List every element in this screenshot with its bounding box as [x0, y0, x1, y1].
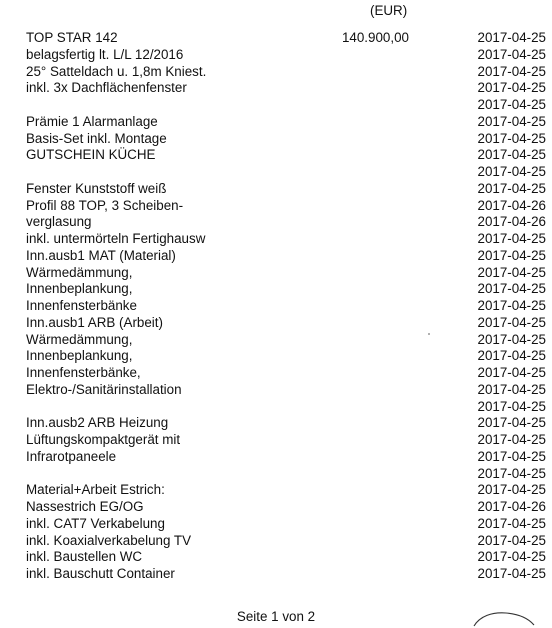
- line-item-row: [0, 248, 552, 265]
- item-date: 2017-04-25: [477, 113, 546, 129]
- line-item-row: [0, 30, 552, 47]
- item-description: verglasung: [26, 214, 92, 230]
- line-item-row: [0, 449, 552, 466]
- line-item-row: [0, 64, 552, 81]
- item-date: 2017-04-25: [477, 482, 546, 498]
- item-description: Wärmedämmung,: [26, 331, 133, 347]
- item-description: Innenbeplankung,: [26, 281, 133, 297]
- item-description: Material+Arbeit Estrich:: [26, 482, 165, 498]
- line-item-row: [0, 114, 552, 131]
- item-date: 2017-04-26: [477, 499, 546, 514]
- item-amount: 140.900,00: [341, 30, 409, 45]
- line-item-row: [0, 147, 552, 164]
- item-description: inkl. untermörteln Fertighausw: [26, 231, 206, 246]
- line-items: [0, 30, 552, 583]
- line-item-row: [0, 315, 552, 332]
- item-description: inkl. Baustellen WC: [26, 549, 143, 565]
- item-description: inkl. CAT7 Verkabelung: [26, 515, 165, 531]
- item-date: 2017-04-25: [477, 348, 546, 364]
- item-date: 2017-04-26: [477, 214, 546, 230]
- line-item-row: [0, 399, 552, 416]
- line-item-row: [0, 214, 552, 231]
- line-item-row: [0, 516, 552, 533]
- item-date: 2017-04-25: [477, 30, 546, 45]
- line-item-row: [0, 549, 552, 566]
- item-date: 2017-04-25: [477, 398, 546, 414]
- item-date: 2017-04-25: [477, 247, 546, 263]
- item-description: 25° Satteldach u. 1,8m Kniest.: [26, 63, 207, 79]
- scan-speck: [428, 333, 430, 335]
- item-date: 2017-04-25: [477, 264, 546, 280]
- item-date: 2017-04-25: [477, 46, 546, 62]
- line-item-row: [0, 97, 552, 114]
- line-item-row: [0, 415, 552, 432]
- item-description: Elektro-/Sanitärinstallation: [26, 381, 182, 397]
- item-date: 2017-04-25: [477, 80, 546, 96]
- item-date: 2017-04-25: [477, 164, 546, 179]
- line-item-row: [0, 533, 552, 550]
- item-date: 2017-04-25: [477, 298, 546, 313]
- currency-header: (EUR): [370, 3, 408, 18]
- line-item-row: [0, 281, 552, 298]
- line-item-row: [0, 47, 552, 64]
- item-description: Profil 88 TOP, 3 Scheiben-: [26, 197, 184, 213]
- item-description: GUTSCHEIN KÜCHE: [26, 147, 156, 163]
- item-date: 2017-04-25: [477, 331, 546, 347]
- item-date: 2017-04-25: [477, 130, 546, 146]
- item-date: 2017-04-25: [477, 532, 546, 548]
- item-date: 2017-04-25: [477, 180, 546, 196]
- item-date: 2017-04-25: [477, 147, 546, 163]
- item-date: 2017-04-25: [477, 314, 546, 330]
- line-item-row: [0, 181, 552, 198]
- item-description: inkl. 3x Dachflächenfenster: [26, 80, 187, 96]
- page-number: Seite 1 von 2: [236, 609, 316, 624]
- item-description: inkl. Koaxialverkabelung TV: [26, 532, 191, 548]
- item-date: 2017-04-25: [477, 432, 546, 447]
- item-date: 2017-04-25: [477, 231, 546, 246]
- item-date: 2017-04-26: [477, 197, 546, 213]
- line-item-row: [0, 499, 552, 516]
- item-description: Basis-Set inkl. Montage: [26, 130, 167, 146]
- item-description: Innenfensterbänke: [26, 298, 137, 313]
- line-item-row: [0, 466, 552, 483]
- item-description: TOP STAR 142: [26, 30, 118, 45]
- signature-mark: [468, 608, 538, 628]
- line-item-row: [0, 80, 552, 97]
- line-item-row: [0, 566, 552, 583]
- item-date: 2017-04-25: [477, 566, 546, 581]
- line-item-row: [0, 198, 552, 215]
- item-date: 2017-04-25: [477, 415, 546, 431]
- item-date: 2017-04-25: [477, 365, 546, 380]
- line-item-row: [0, 265, 552, 282]
- line-item-row: [0, 131, 552, 148]
- item-description: Inn.ausb1 MAT (Material): [26, 247, 176, 263]
- item-description: belagsfertig lt. L/L 12/2016: [26, 46, 184, 62]
- item-description: Lüftungskompaktgerät mit: [26, 432, 181, 447]
- item-date: 2017-04-25: [477, 281, 546, 297]
- line-item-row: [0, 365, 552, 382]
- line-item-row: [0, 348, 552, 365]
- item-description: Fenster Kunststoff weiß: [26, 180, 167, 196]
- item-description: Wärmedämmung,: [26, 264, 133, 280]
- item-description: Infrarotpaneele: [26, 448, 117, 464]
- item-description: Innenfensterbänke,: [26, 365, 141, 380]
- line-item-row: [0, 332, 552, 349]
- line-item-row: [0, 382, 552, 399]
- item-date: 2017-04-25: [477, 448, 546, 464]
- item-date: 2017-04-25: [477, 381, 546, 397]
- item-description: Prämie 1 Alarmanlage: [26, 113, 158, 129]
- item-date: 2017-04-25: [477, 97, 546, 112]
- line-item-row: [0, 164, 552, 181]
- item-date: 2017-04-25: [477, 465, 546, 481]
- item-description: Nassestrich EG/OG: [26, 499, 144, 514]
- item-date: 2017-04-25: [477, 63, 546, 79]
- item-date: 2017-04-25: [477, 549, 546, 565]
- line-item-row: [0, 298, 552, 315]
- line-item-row: [0, 482, 552, 499]
- item-date: 2017-04-25: [477, 515, 546, 531]
- item-description: Inn.ausb2 ARB Heizung: [26, 415, 169, 431]
- item-description: Innenbeplankung,: [26, 348, 133, 364]
- item-description: Inn.ausb1 ARB (Arbeit): [26, 314, 163, 330]
- item-description: inkl. Bauschutt Container: [26, 566, 175, 581]
- line-item-row: [0, 231, 552, 248]
- line-item-row: [0, 432, 552, 449]
